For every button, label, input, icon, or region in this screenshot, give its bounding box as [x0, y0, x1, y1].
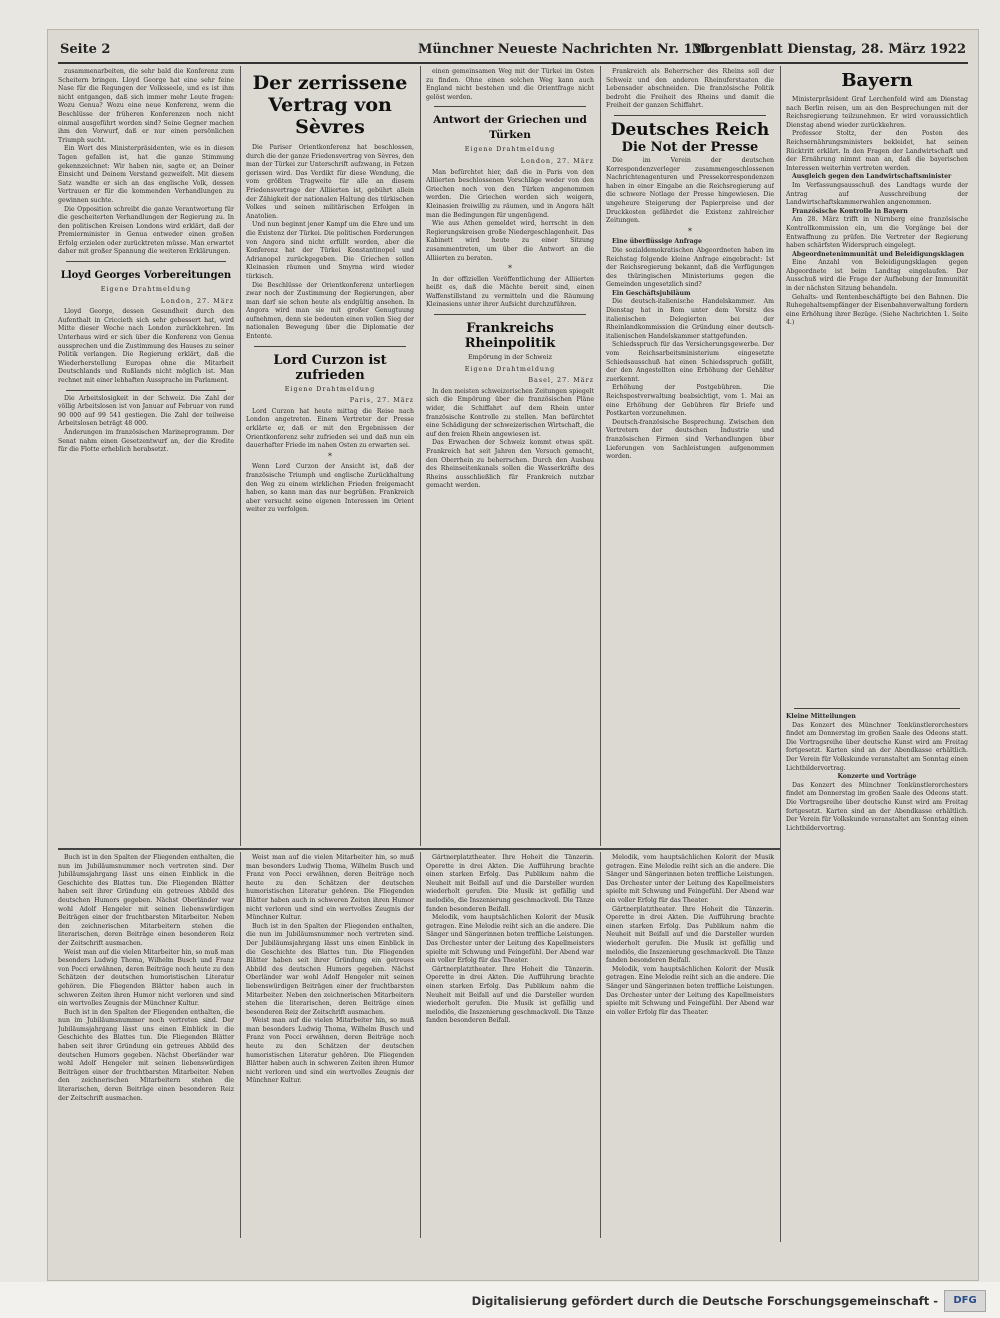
article-headline: Lloyd Georges Vorbereitungen: [60, 270, 232, 282]
item-headline: Ein Geschäftsjubiläum: [612, 289, 691, 297]
article-text: Melodik, vom hauptsächlichen Kolorit der Musik getragen. Eine Melodie reiht sich an die andere. Die Sänger und Sängerinnen boten treffliche Leistungen. Das Orchester unter der Leitung des Kapellmeisters spielte mit Schwung und Feingefühl. Der Abend war ein voller Erfolg für das Theater.: [606, 965, 774, 1016]
feuilleton-column-3: [426, 854, 594, 1238]
article-text: Die Opposition schreibt die ganze Verantwortung für die gescheiterten Verhandlungen der Regierung zu. In den politischen Kreisen Londons wird erklärt, daß der Premierminister in Genua entweder einen großen Erfolg erzielen oder zurücktreten müsse. Man erwartet daher mit großer Spannung die weiteren Erklärungen.: [58, 205, 234, 256]
item-headline: Ausgleich gegen den Landwirtschaftsminister: [792, 173, 952, 181]
place-date: London, 27. März: [520, 156, 594, 165]
article-text: Im Verfassungsausschuß des Landtags wurde der Antrag auf Ausschreibung der Landwirtschaftskammerwahlen angenommen.: [786, 181, 968, 207]
article-text: Man befürchtet hier, daß die in Paris von den Alliierten beschlossenen Vorschläge weder von den Griechen noch von den Türken angenommen werden. Die Griechen werden sich weigern, Kleinasien freiwillig zu räumen, und in Angora hält man die Bedingungen für ungenügend.: [426, 168, 594, 219]
page-number: Seite 2: [60, 42, 111, 57]
article-text: zusammenarbeiten, die sehr bald die Konferenz zum Scheitern bringen. Lloyd George hat eine sehr feine Nase für die Regungen der Volksseele, und es ist ihm nicht entgangen, daß sich immer mehr Leute fragen: Wozu Genua? Wozu eine neue Konferenz, wenn die Beschlüsse der früheren Konferenzen noch nicht einmal ausgeführt worden sind? Seine Gegner machen ihm den Vorwurf, daß er nur einen persönlichen Triumph sucht.: [58, 68, 234, 144]
article-text: Weist man auf die vielen Mitarbeiter hin, so muß man besonders Ludwig Thoma, Wilhelm Busch und Franz von Pocci erwähnen, deren Beiträge noch heute zu den Schätzen der deutschen humoristischen Literatur gehören. Die Fliegenden Blätter haben auch in schweren Zeiten ihren Humor nicht verloren und sind ein wertvolles Zeugnis der Münchner Kultur.: [58, 948, 234, 1008]
separator-star: *: [328, 451, 332, 461]
item-headline: Französische Kontrolle in Bayern: [792, 207, 908, 215]
article-text: Die sozialdemokratischen Abgeordneten haben im Reichstag folgende kleine Anfrage eingebracht: Ist der Reichsregierung bekannt, daß die Verfügungen des thüringischen Ministeriums gegen die Gemeinden ungesetzlich sind?: [606, 246, 774, 289]
column-4: [606, 68, 774, 848]
place-date: Paris, 27. März: [349, 396, 414, 405]
article-text: In den meisten schweizerischen Zeitungen spiegelt sich die Empörung über die französischen Pläne wider, die Schiffahrt auf dem Rhein unter französische Kontrolle zu stellen. Man befürchtet eine Schädigung der schweizerischen Wirtschaft, die auf den freien Rhein angewiesen ist.: [426, 387, 594, 438]
article-headline: Die Not der Presse: [621, 139, 759, 155]
edition-date: Morgenblatt Dienstag, 28. März 1922: [691, 42, 966, 57]
divider: [254, 346, 406, 347]
dfg-logo-icon[interactable]: DFG: [944, 1290, 986, 1312]
dateline: Eigene Drahtmeldung: [100, 285, 192, 294]
article-text: Änderungen im französischen Marineprogramm. Der Senat nahm einen Gesetzentwurf an, der die Kredite für die Flotte erheblich herabsetzt.: [58, 428, 234, 454]
article-text: Gärtnerplatztheater. Ihre Hoheit die Tänzerin. Operette in drei Akten. Die Aufführung brachte einen starken Erfolg. Das Publikum nahm die Neuheit mit Beifall auf und die Darsteller wurden wiederholt gerufen. Die Musik ist gefällig und melodiös, die Inszenierung geschmackvoll. Die Tänze fanden besonderen Beifall.: [606, 905, 774, 965]
article-text: Und nun beginnt jener Kampf um die Ehre und um die Existenz der Türkei. Die politischen Forderungen von Angora sind nicht erfüllt worden, aber die Konferenz hat der Türkei Konstantinopel und Adrianopel zurückgegeben. Die Griechen sollen Kleinasien räumen und Smyrna wird wieder türkisch.: [246, 221, 414, 280]
divider: [614, 115, 766, 116]
masthead: [58, 42, 968, 62]
column-2: [246, 68, 414, 848]
article-text: Deutsch-französische Besprechung. Zwischen den Vertretern der deutschen Industrie und französischen Firmen sind Verhandlungen über Lieferungen von Sachleistungen aufgenommen worden.: [606, 418, 774, 461]
article-subheadline: Empörung in der Schweiz: [468, 353, 552, 362]
column-3: [426, 68, 594, 848]
divider: [794, 708, 960, 709]
article-text: Das Konzert des Münchner Tonkünstlerorchesters findet am Donnerstag im großen Saale des Odeons statt. Die Vortragsreihe über deutsche Kunst wird am Freitag fortgesetzt. Karten sind an der Abendkasse erhältlich. Der Verein für Volkskunde veranstaltet am Sonntag einen Lichtbildervortrag.: [786, 721, 968, 772]
item-headline: Abgeordnetenimmunität und Beleidigungsklagen: [792, 250, 965, 258]
article-headline: Lord Curzon ist zufrieden: [273, 352, 387, 383]
dateline: Eigene Drahtmeldung: [464, 364, 556, 373]
feuilleton-rule: [58, 848, 780, 850]
article-text: Gehalts- und Rentenbeschäftigte bei den Bahnen. Die Ruhegehaltsempfänger der Eisenbahnverwaltung fordern eine Erhöhung ihrer Bezüge. (Siehe Nachrichten 1. Seite 4.): [786, 293, 968, 327]
lead-headline: Der zerrissene Vertrag von Sèvres: [252, 72, 408, 138]
article-text: Lord Curzon hat heute mittag die Reise nach London angetreten. Einem Vertreter der Presse erklärte er, daß er mit den Ergebnissen der Orientkonferenz sehr zufrieden sei und daß nun ein dauerhafter Friede im nahen Osten zu erwarten sei.: [246, 407, 414, 450]
article-text: Das Konzert des Münchner Tonkünstlerorchesters findet am Donnerstag im großen Saale des Odeons statt. Die Vortragsreihe über deutsche Kunst wird am Freitag fortgesetzt. Karten sind an der Abendkasse erhältlich. Der Verein für Volkskunde veranstaltet am Sonntag einen Lichtbildervortrag.: [786, 781, 968, 832]
dateline: Eigene Drahtmeldung: [284, 384, 376, 393]
column-separator: [780, 66, 781, 1242]
article-text: Buch ist in den Spalten der Fliegenden enthalten, die nun im Jubiläumsnummer noch vertreten sind. Der Jubiläumsjahrgang lässt uns einen Einblick in die Geschichte des Blattes tun. Die Fliegenden Blätter haben seit ihrer Gründung ein getreues Abbild des deutschen Humors gegeben. Nächst Oberländer war wohl Adolf Hengeler mit seinen liebenswürdigen Beiträgen einer der fruchtbarsten Mitarbeiter. Neben den zeichnerischen Mitarbeitern stehen die literarischen, deren Beiträge einen besonderen Reiz der Zeitschrift ausmachen.: [246, 922, 414, 1016]
divider: [66, 261, 226, 262]
place-date: London, 27. März: [160, 296, 234, 305]
article-text: Frankreich als Beherrscher des Rheins soll der Schweiz und den anderen Rheinuferstaaten die Lebensader abschneiden. Die französische Politik bedroht die Freiheit des Rheins und damit die Freiheit der ganzen Schiffahrt.: [606, 68, 774, 110]
article-text: Erhöhung der Postgebühren. Die Reichspostverwaltung beabsichtigt, vom 1. Mai an eine Erhöhung der Gebühren für Briefe und Postkarten vorzunehmen.: [606, 384, 774, 418]
article-text: Professor Stoltz, der den Posten des Reichsernährungsministers bekleidet, hat seinen Rücktritt erklärt. In den Fragen der Landwirtschaft und der Ernährung nimmt man an, daß die bayerischen Interessen weiterhin vertreten werden.: [786, 130, 968, 172]
item-headline: Kleine Mitteilungen: [786, 713, 856, 721]
article-text: Ministerpräsident Graf Lerchenfeld wird am Dienstag nach Berlin reisen, um an den Besprechungen mit der Reichsregierung teilzunehmen. Er wird voraussichtlich Dienstag abend wieder zurückkehren.: [786, 96, 968, 129]
place-date: Basel, 27. März: [528, 376, 594, 385]
column-separator: [420, 852, 421, 1238]
article-text: Die deutsch-italienische Handelskammer. Am Dienstag hat in Rom unter dem Vorsitz des italienischen Delegierten bei der Rheinlandkommission die Gründung einer deutsch-italienischen Handelskammer stattgefunden.: [606, 298, 774, 340]
feuilleton-column-1: [58, 854, 234, 1238]
article-text: Melodik, vom hauptsächlichen Kolorit der Musik getragen. Eine Melodie reiht sich an die andere. Die Sänger und Sängerinnen boten treffliche Leistungen. Das Orchester unter der Leitung des Kapellmeisters spielte mit Schwung und Feingefühl. Der Abend war ein voller Erfolg für das Theater.: [606, 854, 774, 904]
section-headline: Deutsches Reich: [610, 119, 770, 140]
article-text: Eine Anzahl von Beleidigungsklagen gegen Abgeordnete ist beim Landtag eingelaufen. Der Ausschuß wird die Frage der Aufhebung der Immunität in der nächsten Sitzung behandeln.: [786, 259, 968, 293]
article-text: einen gemeinsamen Weg mit der Türkei im Osten zu finden. Ohne einen solchen Weg kann auch England nicht bestehen und die Orientfrage nicht gelöst werden.: [426, 68, 594, 101]
masthead-rule: [58, 62, 968, 64]
item-headline: Konzerte und Vorträge: [837, 773, 917, 781]
article-text: Lloyd George, dessen Gesundheit durch den Aufenthalt in Criccieth sich sehr gebessert hat, wird Mitte dieser Woche nach London zurückkehren. Im Unterhaus wird er sich über die Konferenz von Genua aussprechen und die Zustimmung des Hauses zu seiner Politik verlangen. Die Regierung erklärt, daß die Wiederherstellung Europas ohne die Mitarbeit Deutschlands und Rußlands nicht möglich ist. Man rechnet mit einer lebhaften Aussprache im Parlament.: [58, 308, 234, 384]
column-separator: [240, 852, 241, 1238]
feuilleton-column-2: [246, 854, 414, 1238]
separator-star: *: [508, 264, 512, 274]
funding-notice: Digitalisierung gefördert durch die Deutsche Forschungsgemeinschaft -: [471, 1294, 938, 1308]
article-text: Ein Wort des Ministerpräsidenten, wie es in diesen Tagen gefallen ist, hat die ganze Stimmung gekennzeichnet: Wir haben nie, sagte er, an Deiner Einsicht und Deinem Verstand gezweifelt. Mit diesem Satz wandte er sich an das englische Volk, dessen Vertrauen er für die kommenden Verhandlungen zu gewinnen suchte.: [58, 145, 234, 204]
article-text: Gärtnerplatztheater. Ihre Hoheit die Tänzerin. Operette in drei Akten. Die Aufführung brachte einen starken Erfolg. Das Publikum nahm die Neuheit mit Beifall auf und die Darsteller wurden wiederholt gerufen. Die Musik ist gefällig und melodiös, die Inszenierung geschmackvoll. Die Tänze fanden besonderen Beifall.: [426, 965, 594, 1025]
article-text: Schiedsspruch für das Versicherungsgewerbe. Der vom Reichsarbeitsministerium eingesetzte Schiedsausschuß hat einen Schiedsspruch gefällt, der den Angestellten eine Erhöhung der Gehälter zuerkennt.: [606, 341, 774, 383]
article-text: Die im Verein der deutschen Korrespondenzverleger zusammengeschlossenen Nachrichtenagenturen und Pressekorrespondenzen haben in einer Eingabe an die Reichsregierung auf die schwere Notlage der Presse hingewiesen. Die ungeheure Steigerung der Papierpreise und der Druckkosten gefährdet die Existenz zahlreicher Zeitungen.: [606, 156, 774, 225]
article-text: Die Pariser Orientkonferenz hat beschlossen, durch die der ganze Friedensvertrag von Sèvres, den man der Türkei zur Unterschrift aufzwang, in Fetzen gerissen wird. Das Verdikt für diese Wendung, die vom größten Tragweite für alle an diesem Friedensvertrage der Alliierten ist, gebührt allein der Zähigkeit der nationalen Haltung des türkischen Volkes und seinen militärischen Erfolgen in Anatolien.: [246, 144, 414, 220]
feuilleton-column-4: [606, 854, 774, 1238]
article-text: Gärtnerplatztheater. Ihre Hoheit die Tänzerin. Operette in drei Akten. Die Aufführung brachte einen starken Erfolg. Das Publikum nahm die Neuheit mit Beifall auf und die Darsteller wurden wiederholt gerufen. Die Musik ist gefällig und melodiös, die Inszenierung geschmackvoll. Die Tänze fanden besonderen Beifall.: [426, 854, 594, 913]
column-5: [786, 68, 968, 1244]
separator-star: *: [688, 226, 692, 236]
column-separator: [420, 66, 421, 846]
article-headline: Frankreichs Rheinpolitik: [464, 321, 556, 352]
paper-title: Münchner Neueste Nachrichten Nr. 131: [418, 42, 711, 57]
article-text: Am 28. März trifft in Nürnberg eine französische Kontrollkommission ein, um die Vorgänge bei der Entwaffnung zu prüfen. Die Vertreter der Regierung haben schärfsten Widerspruch eingelegt.: [786, 216, 968, 250]
article-text: Wenn Lord Curzon der Ansicht ist, daß der französische Triumph und englische Zurückhaltung den Weg zu einem wirklichen Frieden freigemacht haben, so kann man das nur begrüßen. Frankreich aber versucht seine eigenen Interessen im Orient weiter zu verfolgen.: [246, 463, 414, 514]
column-separator: [600, 852, 601, 1238]
newspaper-page: [48, 30, 978, 1280]
divider: [434, 106, 586, 107]
section-headline: Bayern: [841, 70, 913, 91]
item-headline: Eine überflüssige Anfrage: [612, 238, 702, 246]
divider: [66, 390, 226, 391]
article-text: Buch ist in den Spalten der Fliegenden enthalten, die nun im Jubiläumsnummer noch vertreten sind. Der Jubiläumsjahrgang lässt uns einen Einblick in die Geschichte des Blattes tun. Die Fliegenden Blätter haben seit ihrer Gründung ein getreues Abbild des deutschen Humors gegeben. Nächst Oberländer war wohl Adolf Hengeler mit seinen liebenswürdigen Beiträgen einer der fruchtbarsten Mitarbeiter. Neben den zeichnerischen Mitarbeitern stehen die literarischen, deren Beiträge einen besonderen Reiz der Zeitschrift ausmachen.: [58, 1008, 234, 1102]
article-text: Melodik, vom hauptsächlichen Kolorit der Musik getragen. Eine Melodie reiht sich an die andere. Die Sänger und Sängerinnen boten treffliche Leistungen. Das Orchester unter der Leitung des Kapellmeisters spielte mit Schwung und Feingefühl. Der Abend war ein voller Erfolg für das Theater.: [426, 914, 594, 965]
article-text: Die Arbeitslosigkeit in der Schweiz. Die Zahl der völlig Arbeitslosen ist von Januar auf Februar von rund 90 000 auf 99 541 gestiegen. Die Zahl der teilweise Arbeitslosen beträgt 48 000.: [58, 394, 234, 428]
article-text: Weist man auf die vielen Mitarbeiter hin, so muß man besonders Ludwig Thoma, Wilhelm Busch und Franz von Pocci erwähnen, deren Beiträge noch heute zu den Schätzen der deutschen humoristischen Literatur gehören. Die Fliegenden Blätter haben auch in schweren Zeiten ihren Humor nicht verloren und sind ein wertvolles Zeugnis der Münchner Kultur.: [246, 1017, 414, 1085]
article-text: Die Beschlüsse der Orientkonferenz unterliegen zwar noch der Zustimmung der Regierungen, aber man darf sie schon heute als endgültig ansehen. In Angora wird man sie mit großer Genugtuung aufnehmen, denn sie bedeuten einen vollen Sieg der nationalen Bewegung über die Diplomatie der Entente.: [246, 281, 414, 341]
column-1: [58, 68, 234, 848]
column-separator: [600, 66, 601, 846]
article-text: Weist man auf die vielen Mitarbeiter hin, so muß man besonders Ludwig Thoma, Wilhelm Busch und Franz von Pocci erwähnen, deren Beiträge noch heute zu den Schätzen der deutschen humoristischen Literatur gehören. Die Fliegenden Blätter haben auch in schweren Zeiten ihren Humor nicht verloren und sind ein wertvolles Zeugnis der Münchner Kultur.: [246, 854, 414, 922]
article-headline: Antwort der Griechen und Türken: [433, 114, 587, 142]
dateline: Eigene Drahtmeldung: [464, 145, 556, 154]
article-text: Das Erwachen der Schweiz kommt etwas spät. Frankreich hat seit Jahren den Versuch gemacht, den Oberrhein zu beherrschen. Durch den Ausbau des Rheinseitenkanals sollen die Wasserkräfte des Rheins ausschließlich für Frankreich nutzbar gemacht werden.: [426, 439, 594, 490]
divider: [434, 314, 586, 315]
article-text: Wie aus Athen gemeldet wird, herrscht in den Regierungskreisen große Niedergeschlagenheit. Das Kabinett wird heute zu einer Sitzung zusammentreten, um über die Antwort an die Alliierten zu beraten.: [426, 220, 594, 262]
article-text: Buch ist in den Spalten der Fliegenden enthalten, die nun im Jubiläumsnummer noch vertreten sind. Der Jubiläumsjahrgang lässt uns einen Einblick in die Geschichte des Blattes tun. Die Fliegenden Blätter haben seit ihrer Gründung ein getreues Abbild des deutschen Humors gegeben. Nächst Oberländer war wohl Adolf Hengeler mit seinen liebenswürdigen Beiträgen einer der fruchtbarsten Mitarbeiter. Neben den zeichnerischen Mitarbeitern stehen die literarischen, deren Beiträge einen besonderen Reiz der Zeitschrift ausmachen.: [58, 854, 234, 947]
column-separator: [240, 66, 241, 846]
article-text: In der offiziellen Veröffentlichung der Alliierten heißt es, daß die Mächte bereit sind, einen Waffenstillstand zu vermitteln und die Räumung Kleinasiens unter ihrer Aufsicht durchzuführen.: [426, 275, 594, 309]
